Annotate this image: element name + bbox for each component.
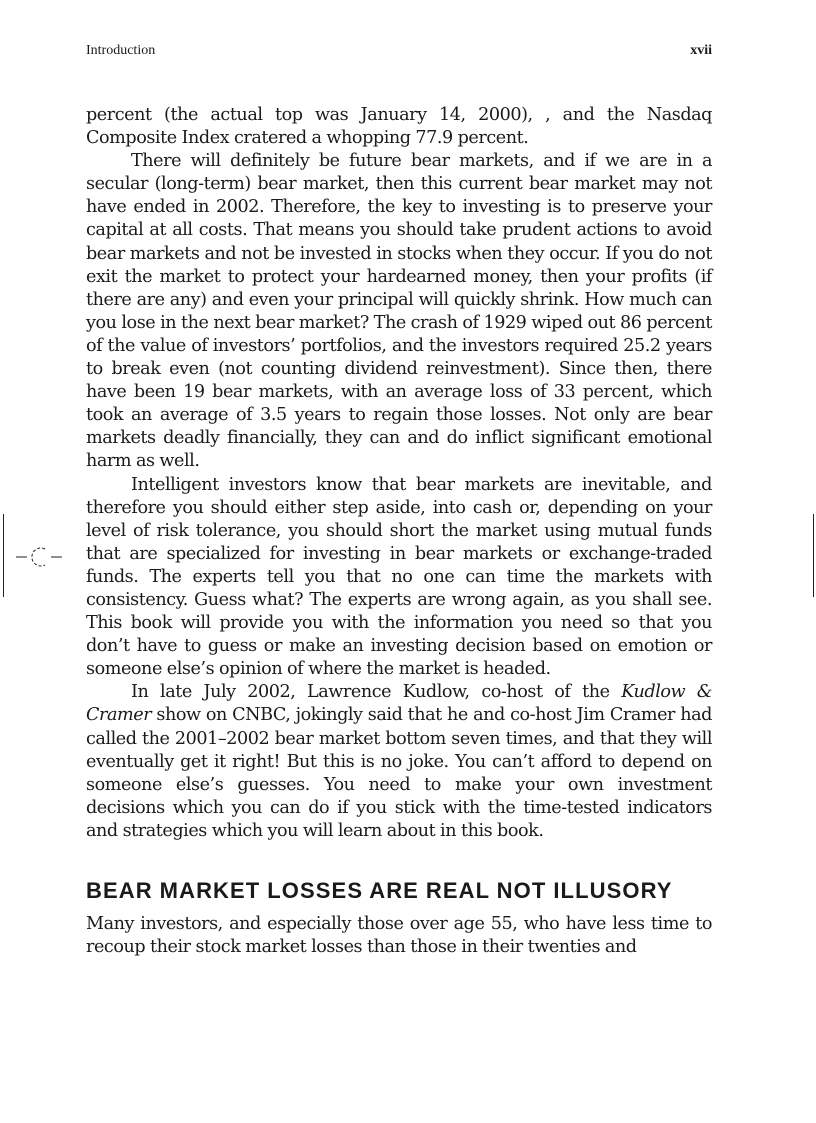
running-head [86, 42, 712, 60]
running-head-section: Introduction [86, 43, 156, 58]
show-title: Kudlow & Cramer [86, 682, 713, 726]
body-paragraph [86, 681, 712, 843]
crop-mark-left [3, 514, 4, 597]
body-paragraph-continued: percent (the actual top was January 14, 2000), , and the Nasdaq Composite Index cratered a whopping 77.9 percent. [86, 105, 712, 149]
page-body [86, 104, 712, 959]
body-paragraph: Intelligent investors know that bear markets are inevitable, and therefore you should either step aside, into cash or, depending on your level of risk tolerance, you should short the market using mutual funds that are specialized for investing in bear markets or exchange-traded funds. The experts tell you that no one can time the markets with consistency. Guess what? The experts are wrong again, as you shall see. This book will provide you with the information you need so that you don’t have to guess or make an investing decision based on emotion or someone else’s opinion of where the market is headed. [86, 474, 712, 680]
section-first-paragraph: Many investors, and especially those over age 55, who have less time to recoup their stock market losses than those in their twenties and [86, 914, 712, 958]
crop-mark-right [813, 514, 814, 597]
page-number: xvii [690, 43, 712, 58]
registration-mark-icon [14, 543, 64, 571]
paragraph-lead-text: In late July 2002, Lawrence Kudlow, co-host of the [131, 682, 622, 703]
body-paragraph: There will definitely be future bear markets, and if we are in a secular (long-term) bear market, then this current bear market may not have ended in 2002. Therefore, the key to investing is to preserve your capital at all costs. That means you should take prudent actions to avoid bear markets and not be invested in stocks when they occur. If you do not exit the market to protect your hardearned money, then your profits (if there are any) and even your principal will quickly shrink. How much can you lose in the next bear market? The crash of 1929 wiped out 86 percent of the value of investors’ portfolios, and the investors required 25.2 years to break even (not counting dividend reinvestment). Since then, there have been 19 bear markets, with an average loss of 33 percent, which took an average of 3.5 years to regain those losses. Not only are bear markets deadly financially, they can and do inflict significant emotional harm as well. [86, 151, 712, 472]
section-heading: BEAR MARKET LOSSES ARE REAL NOT ILLUSORY [86, 878, 673, 903]
paragraph-rest-text: show on CNBC, jokingly said that he and co-host Jim Cramer had called the 2001–2002 bear market bottom seven times, and that they will eventually get it right! But this is no joke. You can’t afford to depend on someone else’s guesses. You need to make your own investment decisions which you can do if you stick with the time-tested indicators and strategies which you will learn about in this book. [86, 705, 712, 841]
